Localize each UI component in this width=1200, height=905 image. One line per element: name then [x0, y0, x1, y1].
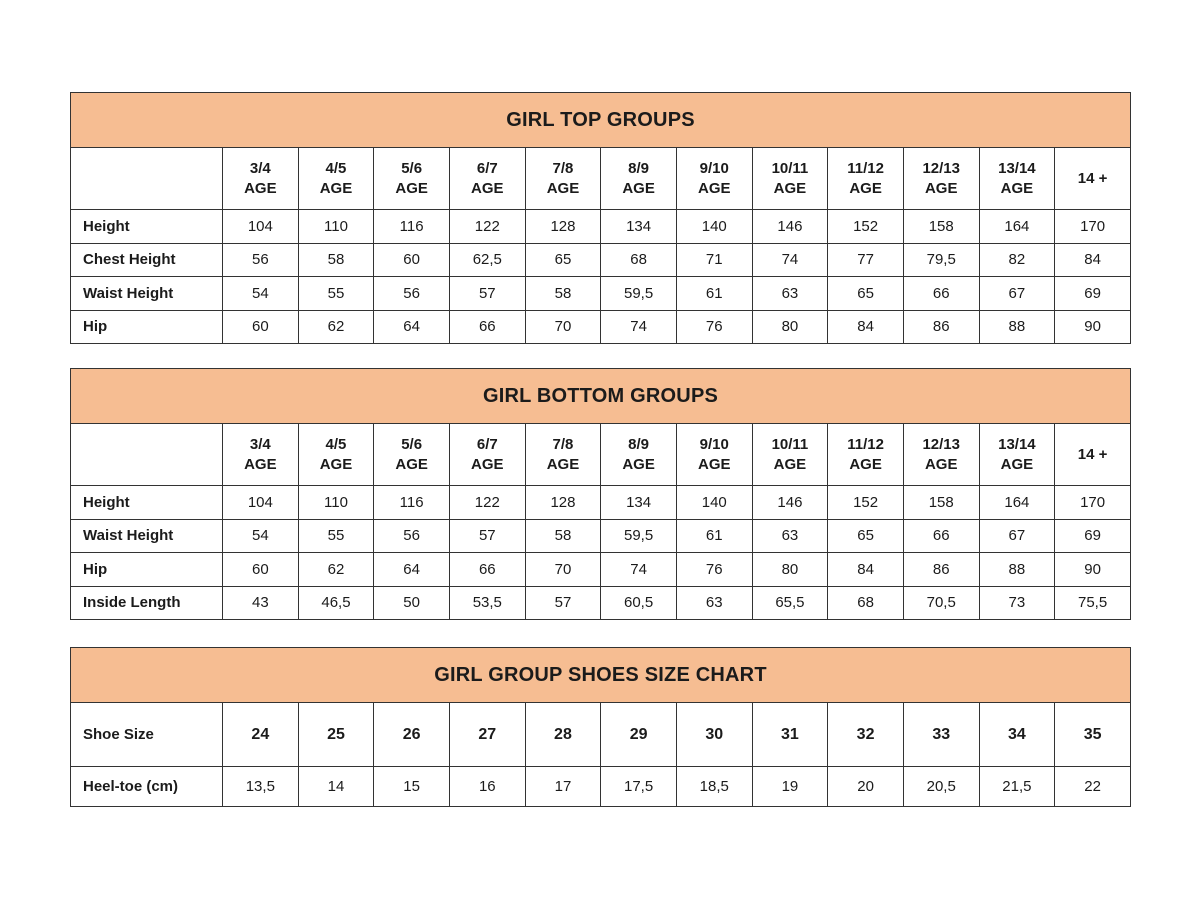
value-cell: 70 [525, 310, 601, 344]
value-cell: 66 [449, 553, 525, 587]
value-cell: 122 [449, 486, 525, 520]
value-cell: 65 [828, 277, 904, 311]
value-cell: 20 [828, 767, 904, 807]
value-cell: 69 [1055, 519, 1131, 553]
value-cell: 59,5 [601, 277, 677, 311]
girl-bottom-groups-table [70, 368, 1131, 620]
value-cell: 30 [676, 703, 752, 767]
value-cell: 50 [374, 586, 450, 620]
value-cell: 75,5 [1055, 586, 1131, 620]
value-cell: 158 [903, 486, 979, 520]
value-cell: 70 [525, 553, 601, 587]
age-column-header: 8/9 AGE [601, 148, 677, 210]
value-cell: 60,5 [601, 586, 677, 620]
row-label: Hip [71, 553, 223, 587]
value-cell: 122 [449, 210, 525, 244]
age-column-header: 8/9 AGE [601, 424, 677, 486]
value-cell: 15 [374, 767, 450, 807]
value-cell: 58 [525, 277, 601, 311]
value-cell: 65 [828, 519, 904, 553]
girl-top-groups-table [70, 92, 1131, 344]
value-cell: 34 [979, 703, 1055, 767]
value-cell: 58 [298, 243, 374, 277]
value-cell: 170 [1055, 210, 1131, 244]
value-cell: 110 [298, 210, 374, 244]
value-cell: 128 [525, 486, 601, 520]
value-cell: 66 [903, 519, 979, 553]
age-column-header: 5/6 AGE [374, 148, 450, 210]
age-column-header: 3/4 AGE [223, 148, 299, 210]
value-cell: 66 [903, 277, 979, 311]
value-cell: 84 [828, 553, 904, 587]
age-column-header: 14 + [1055, 148, 1131, 210]
row-label: Height [71, 486, 223, 520]
value-cell: 104 [223, 486, 299, 520]
value-cell: 76 [676, 553, 752, 587]
row-label: Waist Height [71, 277, 223, 311]
value-cell: 60 [223, 553, 299, 587]
value-cell: 63 [752, 519, 828, 553]
value-cell: 57 [525, 586, 601, 620]
age-column-header: 7/8 AGE [525, 148, 601, 210]
value-cell: 17 [525, 767, 601, 807]
value-cell: 17,5 [601, 767, 677, 807]
title-row [71, 648, 1131, 703]
value-cell: 24 [223, 703, 299, 767]
row-label: Height [71, 210, 223, 244]
age-column-header: 4/5 AGE [298, 424, 374, 486]
value-cell: 55 [298, 277, 374, 311]
value-cell: 16 [449, 767, 525, 807]
value-cell: 25 [298, 703, 374, 767]
row-label: Waist Height [71, 519, 223, 553]
girl-shoes-size-chart-table [70, 647, 1131, 807]
age-column-header: 6/7 AGE [449, 148, 525, 210]
table-row [71, 210, 1131, 244]
table-row [71, 519, 1131, 553]
age-column-header: 12/13 AGE [903, 148, 979, 210]
value-cell: 19 [752, 767, 828, 807]
age-header-row [71, 148, 1131, 210]
value-cell: 86 [903, 310, 979, 344]
age-column-header: 6/7 AGE [449, 424, 525, 486]
value-cell: 146 [752, 210, 828, 244]
value-cell: 67 [979, 277, 1055, 311]
value-cell: 54 [223, 277, 299, 311]
value-cell: 46,5 [298, 586, 374, 620]
corner-cell [71, 424, 223, 486]
value-cell: 77 [828, 243, 904, 277]
corner-cell [71, 148, 223, 210]
value-cell: 65,5 [752, 586, 828, 620]
value-cell: 20,5 [903, 767, 979, 807]
value-cell: 57 [449, 519, 525, 553]
value-cell: 62 [298, 553, 374, 587]
value-cell: 70,5 [903, 586, 979, 620]
age-column-header: 13/14 AGE [979, 148, 1055, 210]
age-column-header: 13/14 AGE [979, 424, 1055, 486]
value-cell: 31 [752, 703, 828, 767]
value-cell: 84 [828, 310, 904, 344]
age-column-header: 10/11 AGE [752, 148, 828, 210]
age-column-header: 9/10 AGE [676, 148, 752, 210]
value-cell: 61 [676, 519, 752, 553]
value-cell: 76 [676, 310, 752, 344]
title-row [71, 369, 1131, 424]
value-cell: 66 [449, 310, 525, 344]
age-column-header: 10/11 AGE [752, 424, 828, 486]
value-cell: 29 [601, 703, 677, 767]
value-cell: 140 [676, 210, 752, 244]
value-cell: 60 [223, 310, 299, 344]
table-row [71, 277, 1131, 311]
row-label: Hip [71, 310, 223, 344]
value-cell: 73 [979, 586, 1055, 620]
value-cell: 86 [903, 553, 979, 587]
value-cell: 134 [601, 210, 677, 244]
value-cell: 164 [979, 486, 1055, 520]
title-row [71, 93, 1131, 148]
table-title: GIRL TOP GROUPS [71, 93, 1131, 148]
value-cell: 68 [601, 243, 677, 277]
value-cell: 63 [752, 277, 828, 311]
value-cell: 67 [979, 519, 1055, 553]
value-cell: 80 [752, 553, 828, 587]
age-column-header: 3/4 AGE [223, 424, 299, 486]
value-cell: 22 [1055, 767, 1131, 807]
value-cell: 27 [449, 703, 525, 767]
value-cell: 152 [828, 210, 904, 244]
table-row [71, 586, 1131, 620]
value-cell: 69 [1055, 277, 1131, 311]
value-cell: 116 [374, 210, 450, 244]
value-cell: 74 [752, 243, 828, 277]
value-cell: 61 [676, 277, 752, 311]
value-cell: 26 [374, 703, 450, 767]
value-cell: 90 [1055, 310, 1131, 344]
value-cell: 33 [903, 703, 979, 767]
value-cell: 21,5 [979, 767, 1055, 807]
table-row [71, 243, 1131, 277]
value-cell: 88 [979, 553, 1055, 587]
table-row [71, 553, 1131, 587]
value-cell: 60 [374, 243, 450, 277]
value-cell: 84 [1055, 243, 1131, 277]
value-cell: 53,5 [449, 586, 525, 620]
value-cell: 55 [298, 519, 374, 553]
value-cell: 110 [298, 486, 374, 520]
value-cell: 164 [979, 210, 1055, 244]
table-row [71, 703, 1131, 767]
value-cell: 146 [752, 486, 828, 520]
table-row [71, 767, 1131, 807]
age-column-header: 4/5 AGE [298, 148, 374, 210]
value-cell: 116 [374, 486, 450, 520]
age-column-header: 14 + [1055, 424, 1131, 486]
table-title: GIRL BOTTOM GROUPS [71, 369, 1131, 424]
value-cell: 128 [525, 210, 601, 244]
value-cell: 56 [223, 243, 299, 277]
value-cell: 152 [828, 486, 904, 520]
age-column-header: 9/10 AGE [676, 424, 752, 486]
value-cell: 90 [1055, 553, 1131, 587]
table-row [71, 486, 1131, 520]
value-cell: 104 [223, 210, 299, 244]
value-cell: 62 [298, 310, 374, 344]
value-cell: 64 [374, 553, 450, 587]
row-label: Inside Length [71, 586, 223, 620]
value-cell: 79,5 [903, 243, 979, 277]
age-column-header: 11/12 AGE [828, 148, 904, 210]
value-cell: 35 [1055, 703, 1131, 767]
value-cell: 71 [676, 243, 752, 277]
value-cell: 57 [449, 277, 525, 311]
value-cell: 56 [374, 519, 450, 553]
value-cell: 43 [223, 586, 299, 620]
value-cell: 28 [525, 703, 601, 767]
row-label: Chest Height [71, 243, 223, 277]
table-row [71, 310, 1131, 344]
value-cell: 54 [223, 519, 299, 553]
value-cell: 56 [374, 277, 450, 311]
table-title: GIRL GROUP SHOES SIZE CHART [71, 648, 1131, 703]
row-label: Heel-toe (cm) [71, 767, 223, 807]
row-label: Shoe Size [71, 703, 223, 767]
value-cell: 170 [1055, 486, 1131, 520]
age-column-header: 11/12 AGE [828, 424, 904, 486]
value-cell: 68 [828, 586, 904, 620]
value-cell: 13,5 [223, 767, 299, 807]
value-cell: 14 [298, 767, 374, 807]
value-cell: 63 [676, 586, 752, 620]
age-header-row [71, 424, 1131, 486]
age-column-header: 12/13 AGE [903, 424, 979, 486]
value-cell: 65 [525, 243, 601, 277]
value-cell: 62,5 [449, 243, 525, 277]
value-cell: 134 [601, 486, 677, 520]
value-cell: 74 [601, 553, 677, 587]
value-cell: 74 [601, 310, 677, 344]
value-cell: 59,5 [601, 519, 677, 553]
value-cell: 32 [828, 703, 904, 767]
value-cell: 88 [979, 310, 1055, 344]
age-column-header: 7/8 AGE [525, 424, 601, 486]
value-cell: 80 [752, 310, 828, 344]
value-cell: 58 [525, 519, 601, 553]
value-cell: 18,5 [676, 767, 752, 807]
value-cell: 140 [676, 486, 752, 520]
value-cell: 82 [979, 243, 1055, 277]
value-cell: 158 [903, 210, 979, 244]
age-column-header: 5/6 AGE [374, 424, 450, 486]
value-cell: 64 [374, 310, 450, 344]
